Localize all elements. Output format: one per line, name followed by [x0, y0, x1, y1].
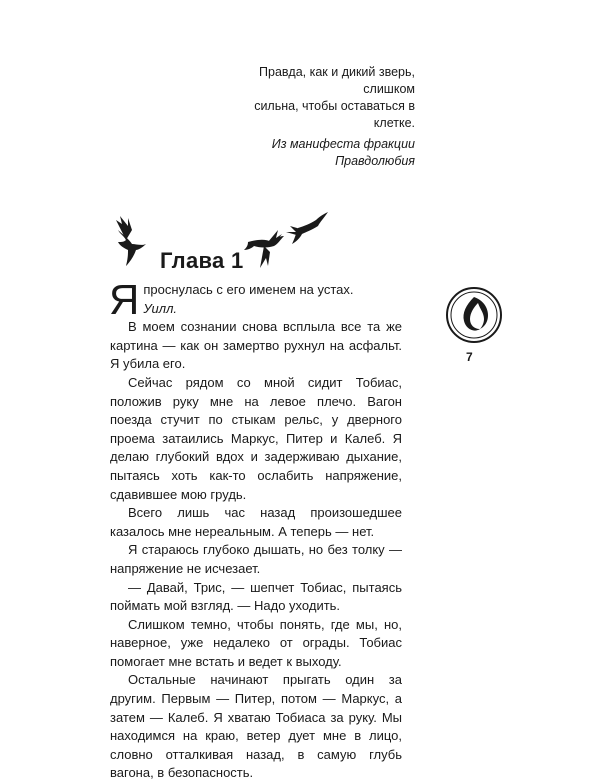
chapter-text — [109, 276, 402, 783]
drop-cap: Я — [109, 276, 140, 323]
paragraph: Сейчас рядом со мной сидит Тобиас, положив руку мне на левое плечо. Вагон поезда стучит по стыкам рельс, у дверного проема затаились Маркус, Питер и Калеб. Я делаю глубокий вдох и задерживаю дыхание, пытаясь хоть как-то ослабить напряжение, сдавившее мою грудь. — [110, 374, 402, 502]
paragraph: Остальные начинают прыгать один за другим. Первым — Питер, потом — Маркус, а затем — Калеб. Я хватаю Тобиаса за руку. Мы находимся на краю, ветер дует мне в лицо, словно отталкивая назад, в самую глубь вагона, в безопасность. — [110, 672, 402, 781]
chapter-title: Глава 1 — [160, 248, 244, 273]
first-paragraph-text: проснулась с его именем на устах. — [143, 282, 354, 297]
epigraph-quote — [215, 64, 415, 132]
epigraph-quote-line-1: Правда, как и дикий зверь, слишком — [259, 65, 415, 96]
faction-emblem-icon — [444, 285, 504, 345]
name-line: Уилл. — [143, 300, 178, 316]
paragraph: — Давай, Трис, — шепчет Тобиас, пытаясь поймать мой взгляд. — Надо уходить. — [110, 579, 402, 614]
paragraph: Я стараюсь глубоко дышать, но без толку — напряжение не исчезает. — [110, 542, 402, 576]
epigraph-source: Из манифеста фракции Правдолюбия — [271, 137, 415, 168]
page-number: 7 — [466, 350, 473, 364]
paragraph: В моем сознании снова всплыла все та же картина — как он замертво рухнул на асфальт. Я убила его. — [110, 319, 402, 372]
epigraph — [215, 64, 415, 170]
epigraph-quote-line-2: сильна, чтобы оставаться в клетке. — [254, 99, 415, 130]
paragraph: Всего лишь час назад произошедшее казалось мне нереальным. А теперь — нет. — [110, 505, 402, 539]
paragraph: Слишком темно, чтобы понять, где мы, но, наверное, уже недалеко от ограды. Тобиас помогает мне встать и ведет к выходу. — [110, 616, 402, 669]
